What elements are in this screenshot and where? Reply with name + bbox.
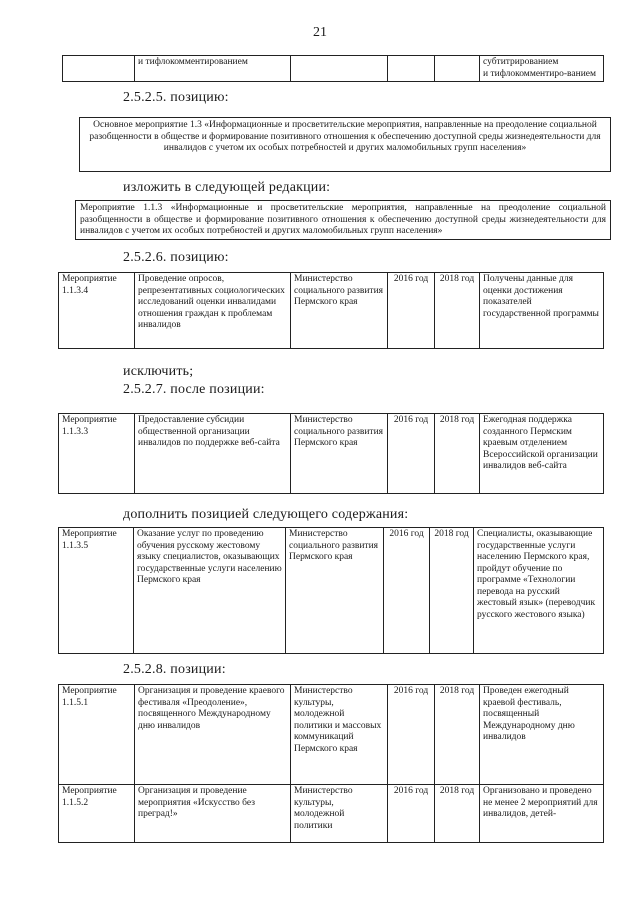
end-cell: 2018 год — [435, 273, 480, 349]
name-cell: Организация и проведение краевого фестиваля «Преодоление», посвященного Международному дню инвалидов — [135, 685, 291, 785]
end-cell: 2018 год — [435, 414, 480, 494]
heading-2528: 2.5.2.8. позиции: — [123, 662, 226, 677]
name-cell: Организация и проведение мероприятия «Искусство без преград!» — [135, 785, 291, 843]
start-cell: 2016 год — [388, 785, 435, 843]
heading-2527: 2.5.2.7. после позиции: — [123, 382, 265, 397]
heading-add-position: дополнить позицией следующего содержания: — [123, 507, 409, 522]
old-position-box: Основное мероприятие 1.3 «Информационные и просветительские мероприятия, направленные на преодоление социальной разобщенности в обществе и формирование позитивного отношения к обеспечению доступной среды жизнедеятельности для инвалидов с учетом их особых потребностей и других маломобильных групп населения» — [79, 117, 611, 172]
end-cell: 2018 год — [435, 685, 480, 785]
heading-new-edition: изложить в следующей редакции: — [123, 180, 331, 195]
table-row — [59, 273, 604, 349]
name-cell: Оказание услуг по проведению обучения русскому жестовому языку специалистов, оказывающих государственные услуги населению Пермского края — [134, 528, 286, 654]
name-cell: Проведение опросов, репрезентативных социологических исследований оценки инвалидами отношения граждан к проблемам инвалидов — [135, 273, 291, 349]
result-cell: Проведен ежегодный краевой фестиваль, посвященный Международному дню инвалидов — [480, 685, 604, 785]
code-cell: Мероприятие 1.1.3.5 — [59, 528, 134, 654]
heading-2526: 2.5.2.6. позицию: — [123, 250, 229, 265]
table-2526 — [58, 272, 604, 349]
table-row — [59, 414, 604, 494]
code-cell: Мероприятие 1.1.3.3 — [59, 414, 135, 494]
executor-cell: Министерство социального развития Пермского края — [286, 528, 384, 654]
table-row — [63, 56, 604, 82]
start-cell: 2016 год — [388, 414, 435, 494]
heading-2525: 2.5.2.5. позицию: — [123, 90, 229, 105]
table-2527 — [58, 413, 604, 494]
table-2528 — [58, 684, 604, 843]
result-cell: Получены данные для оценки достижения показателей государственной программы — [480, 273, 604, 349]
top-continuation-table — [62, 55, 604, 82]
executor-cell: Министерство культуры, молодежной политики — [291, 785, 388, 843]
table-row — [59, 528, 604, 654]
result-cell: Ежегодная поддержка созданного Пермским краевым отделением Всероссийской организации инвалидов веб-сайта — [480, 414, 604, 494]
result-cell: Специалисты, оказывающие государственные услуги населению Пермского края, пройдут обучение по программе «Технологии перевода на русский жестовый язык» (переводчик русского жестового языка) — [474, 528, 604, 654]
result-cell: Организовано и проведено не менее 2 мероприятий для инвалидов, детей- — [480, 785, 604, 843]
name-cell: Предоставление субсидии общественной организации инвалидов по поддержке веб-сайта — [135, 414, 291, 494]
start-cell: 2016 год — [388, 273, 435, 349]
table-row — [59, 785, 604, 843]
executor-cell: Министерство социального развития Пермского края — [291, 273, 388, 349]
page-number: 21 — [313, 25, 327, 40]
code-cell: Мероприятие 1.1.5.1 — [59, 685, 135, 785]
result-cell: субтитрированием и тифлокомментиро-ванием — [480, 56, 604, 82]
name-cell: и тифлокомментированием — [135, 56, 291, 82]
start-cell: 2016 год — [384, 528, 430, 654]
table-new-position — [58, 527, 604, 654]
code-cell: Мероприятие 1.1.3.4 — [59, 273, 135, 349]
executor-cell: Министерство культуры, молодежной политики и массовых коммуникаций Пермского края — [291, 685, 388, 785]
code-cell: Мероприятие 1.1.5.2 — [59, 785, 135, 843]
table-row — [59, 685, 604, 785]
end-cell: 2018 год — [430, 528, 474, 654]
new-position-box: Мероприятие 1.1.3 «Информационные и просветительские мероприятия, направленные на преодоление социальной разобщенности в обществе и формирование позитивного отношения к обеспечению доступной среды жизнедеятельности для инвалидов с учетом их особых потребностей и других маломобильных групп населения» — [75, 200, 611, 240]
end-cell: 2018 год — [435, 785, 480, 843]
start-cell: 2016 год — [388, 685, 435, 785]
text-exclude: исключить; — [123, 364, 194, 379]
executor-cell: Министерство социального развития Пермского края — [291, 414, 388, 494]
